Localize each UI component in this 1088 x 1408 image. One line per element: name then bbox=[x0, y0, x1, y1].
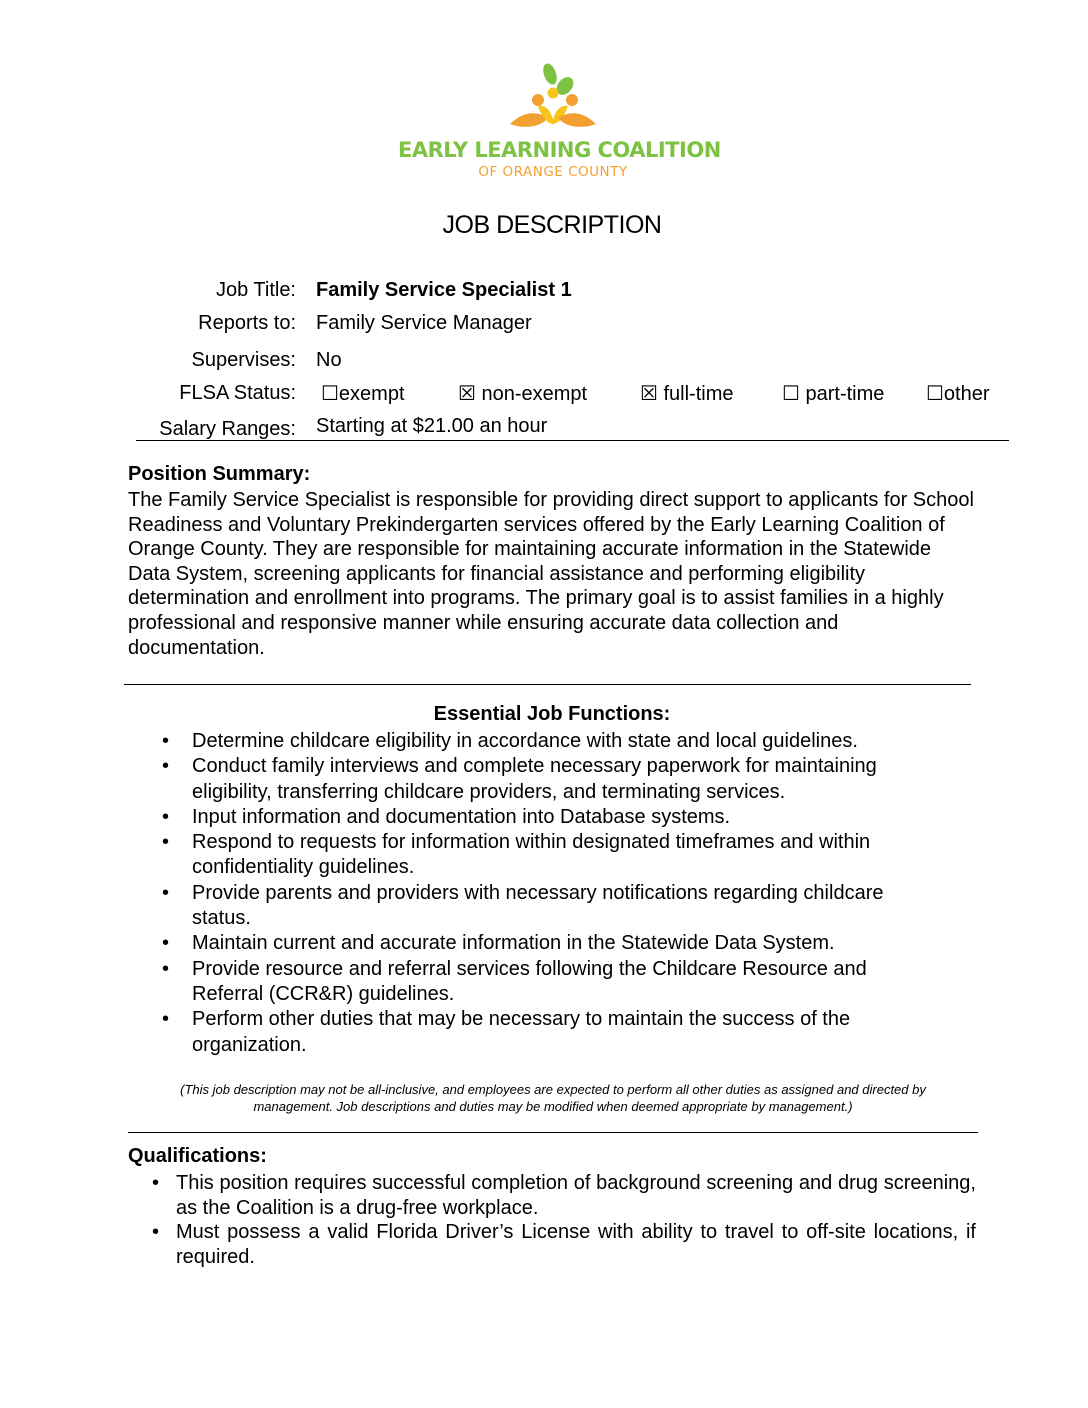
list-item: • Provide resource and referral services following the Childcare Resource and Referral (CCR&R) guidelines. bbox=[160, 957, 940, 1008]
organization-logo bbox=[398, 62, 721, 184]
logo-mark-icon bbox=[508, 62, 598, 134]
qualifications-list bbox=[150, 1171, 976, 1269]
logo-subtitle: OF ORANGE COUNTY bbox=[478, 164, 628, 180]
job-title-label: Job Title: bbox=[215, 279, 296, 301]
job-title-value: Family Service Specialist 1 bbox=[316, 279, 572, 301]
list-item: • This position requires successful completion of background screening and drug screening, as the Coalition is a drug-free workplace. bbox=[150, 1171, 976, 1220]
header-divider bbox=[136, 440, 1009, 441]
document-title: JOB DESCRIPTION bbox=[442, 211, 662, 239]
disclaimer-note: (This job description may not be all-inclusive, and employees are expected to perform all other duties as assigned and directed by management. Job descriptions and duties may be modified when deemed appropriate by management.) bbox=[180, 1082, 926, 1114]
list-item: • Provide parents and providers with necessary notifications regarding childcare status. bbox=[160, 881, 940, 932]
flsa-option-exempt[interactable]: ☐exempt bbox=[321, 383, 405, 405]
list-item: • Conduct family interviews and complete necessary paperwork for maintaining eligibility, transferring childcare providers, and terminating services. bbox=[160, 754, 940, 805]
salary-label: Salary Ranges: bbox=[159, 418, 296, 440]
essential-functions-heading: Essential Job Functions: bbox=[433, 703, 671, 725]
flsa-option-part-time[interactable]: ☐ part-time bbox=[782, 383, 885, 405]
list-item: • Determine childcare eligibility in accordance with state and local guidelines. bbox=[160, 729, 940, 754]
list-item: • Must possess a valid Florida Driver’s License with ability to travel to off-site locations, if required. bbox=[150, 1220, 976, 1269]
flsa-option-full-time[interactable]: ☒ full-time bbox=[640, 383, 734, 405]
flsa-option-non-exempt[interactable]: ☒ non-exempt bbox=[458, 383, 588, 405]
salary-value: Starting at $21.00 an hour bbox=[316, 415, 548, 437]
supervises-value: No bbox=[316, 349, 342, 371]
list-item: • Input information and documentation into Database systems. bbox=[160, 805, 940, 830]
flsa-status-label: FLSA Status: bbox=[179, 382, 296, 404]
essential-functions-list bbox=[160, 729, 940, 1058]
position-summary-heading: Position Summary: bbox=[128, 463, 311, 485]
flsa-option-other[interactable]: ☐other bbox=[926, 383, 990, 405]
logo-name: EARLY LEARNING COALITION bbox=[398, 138, 721, 162]
reports-to-value: Family Service Manager bbox=[316, 312, 532, 334]
qualifications-heading: Qualifications: bbox=[128, 1145, 267, 1167]
summary-divider bbox=[124, 684, 971, 685]
supervises-label: Supervises: bbox=[191, 349, 296, 371]
list-item: • Maintain current and accurate information in the Statewide Data System. bbox=[160, 931, 940, 956]
position-summary-text: The Family Service Specialist is responsible for providing direct support to applicants for School Readiness and Voluntary Prekindergarten services offered by the Early Learning Coalition of Orange County. They are responsible for maintaining accurate information in the Statewide Data System, screening applicants for financial assistance and performing eligibility determination and enrollment into programs. The primary goal is to assist families in a highly professional and responsive manner while ensuring accurate data collection and documentation. bbox=[128, 489, 974, 659]
list-item: • Respond to requests for information within designated timeframes and within confidentiality guidelines. bbox=[160, 830, 940, 881]
functions-divider bbox=[128, 1132, 978, 1133]
reports-to-label: Reports to: bbox=[198, 312, 296, 334]
list-item: • Perform other duties that may be necessary to maintain the success of the organization. bbox=[160, 1007, 940, 1058]
